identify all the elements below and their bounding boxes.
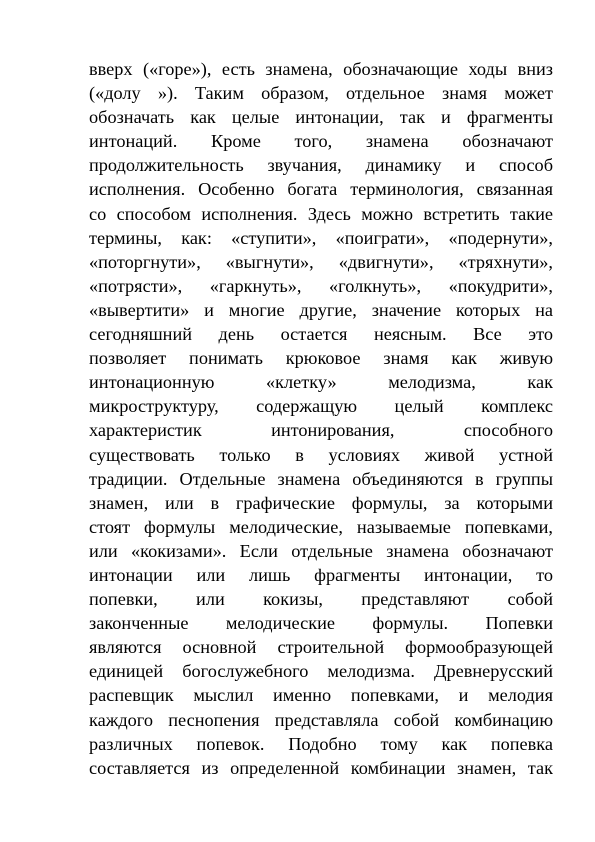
text-line: позволяет понимать крюковое знамя как живую <box>89 348 553 369</box>
text-line: интонаций. Кроме того, знамена обозначают <box>89 131 553 152</box>
text-line: «поторгнути», «выгнути», «двигнути», «тряхнути», <box>89 251 553 272</box>
text-line: «вывертити» и многие другие, значение которых на <box>89 299 553 320</box>
text-line: составляется из определенной комбинации знамен, так <box>89 757 553 778</box>
text-line: каждого песнопения представляла собой комбинацию <box>89 709 553 730</box>
text-line: или «кокизами». Если отдельные знамена обозначают <box>89 540 553 561</box>
text-line: продолжительность звучания, динамику и способ <box>89 155 553 176</box>
text-line: законченные мелодические формулы. Попевки <box>89 613 553 634</box>
text-line: со способом исполнения. Здесь можно встретить такие <box>89 203 553 224</box>
text-line: микроструктуру, содержащую целый комплекс <box>89 396 553 417</box>
text-line: сегодняшний день остается неясным. Все это <box>89 324 553 345</box>
text-line: интонационную «клетку» мелодизма, как <box>89 372 553 393</box>
text-line: характеристик интонирования, способного <box>89 420 553 441</box>
text-line: существовать только в условиях живой устной <box>89 444 553 465</box>
body-text <box>89 57 553 780</box>
text-line: термины, как: «ступити», «поиграти», «подернути», <box>89 227 553 248</box>
text-line: единицей богослужебного мелодизма. Древнерусский <box>89 661 553 682</box>
text-line: («долу »). Таким образом, отдельное знамя может <box>89 83 553 104</box>
text-line: обозначать как целые интонации, так и фрагменты <box>89 107 553 128</box>
text-line: традиции. Отдельные знамена объединяются в группы <box>89 468 553 489</box>
text-line: попевки, или кокизы, представляют собой <box>89 589 553 610</box>
text-line: стоят формулы мелодические, называемые попевками, <box>89 516 553 537</box>
text-line: различных попевок. Подобно тому как попевка <box>89 733 553 754</box>
text-line: исполнения. Особенно богата терминология, связанная <box>89 179 553 200</box>
text-line: интонации или лишь фрагменты интонации, то <box>89 564 553 585</box>
text-line: распевщик мыслил именно попевками, и мелодия <box>89 685 553 706</box>
text-line: знамен, или в графические формулы, за которыми <box>89 492 553 513</box>
text-line: являются основной строительной формообразующей <box>89 637 553 658</box>
text-line: «потрясти», «гаркнуть», «голкнуть», «покудрити», <box>89 275 553 296</box>
text-line: вверх («горе»), есть знамена, обозначающие ходы вниз <box>89 59 553 79</box>
